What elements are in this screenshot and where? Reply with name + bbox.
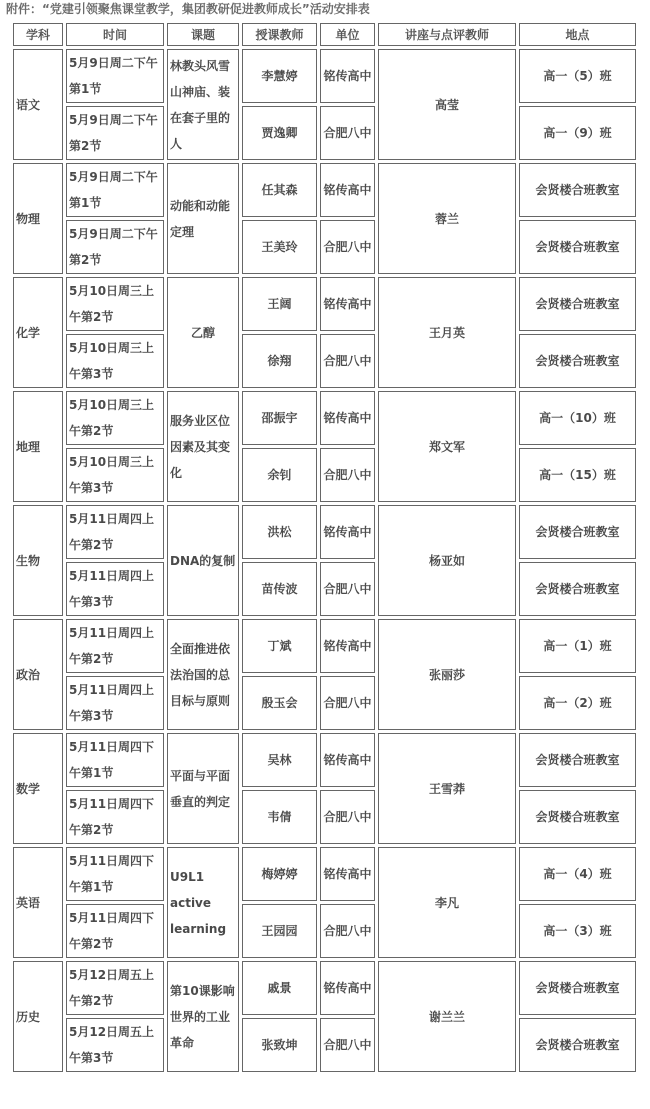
table-row [13, 847, 636, 901]
header-reviewer: 讲座与点评教师 [378, 23, 516, 46]
time-cell: 5月9日周二下午第1节 [66, 49, 164, 103]
time-cell: 5月11日周四下午第2节 [66, 790, 164, 844]
table-row [13, 334, 636, 388]
teacher-cell: 李慧婷 [242, 49, 317, 103]
header-row [13, 23, 636, 46]
location-cell: 高一（1）班 [519, 619, 636, 673]
table-row [13, 220, 636, 274]
unit-cell: 合肥八中 [320, 562, 375, 616]
topic-cell: U9L1 active learning [167, 847, 239, 958]
document-caption: 附件：“党建引领聚焦课堂教学，集团教研促进教师成长”活动安排表 [6, 2, 370, 16]
teacher-cell: 邵振宇 [242, 391, 317, 445]
teacher-cell: 贾逸卿 [242, 106, 317, 160]
time-cell: 5月11日周四上午第3节 [66, 676, 164, 730]
time-cell: 5月10日周三上午第3节 [66, 448, 164, 502]
table-row [13, 904, 636, 958]
subject-cell: 化学 [13, 277, 63, 388]
unit-cell: 合肥八中 [320, 676, 375, 730]
subject-cell: 语文 [13, 49, 63, 160]
table-row [13, 676, 636, 730]
topic-cell: 全面推进依法治国的总目标与原则 [167, 619, 239, 730]
table-row [13, 619, 636, 673]
header-location: 地点 [519, 23, 636, 46]
time-cell: 5月11日周四下午第2节 [66, 904, 164, 958]
location-cell: 会贤楼合班教室 [519, 277, 636, 331]
topic-cell: 乙醇 [167, 277, 239, 388]
teacher-cell: 丁斌 [242, 619, 317, 673]
location-cell: 会贤楼合班教室 [519, 334, 636, 388]
time-cell: 5月9日周二下午第2节 [66, 220, 164, 274]
teacher-cell: 梅婷婷 [242, 847, 317, 901]
schedule-body [13, 49, 636, 1072]
teacher-cell: 张致坤 [242, 1018, 317, 1072]
reviewer-cell: 张丽莎 [378, 619, 516, 730]
subject-cell: 地理 [13, 391, 63, 502]
time-cell: 5月11日周四上午第2节 [66, 505, 164, 559]
location-cell: 高一（10）班 [519, 391, 636, 445]
teacher-cell: 戚景 [242, 961, 317, 1015]
teacher-cell: 殷玉会 [242, 676, 317, 730]
unit-cell: 铭传高中 [320, 733, 375, 787]
table-row [13, 391, 636, 445]
subject-cell: 物理 [13, 163, 63, 274]
reviewer-cell: 王雪莽 [378, 733, 516, 844]
time-cell: 5月10日周三上午第3节 [66, 334, 164, 388]
table-row [13, 448, 636, 502]
schedule-table [10, 20, 639, 1075]
table-row [13, 106, 636, 160]
unit-cell: 合肥八中 [320, 448, 375, 502]
teacher-cell: 苗传波 [242, 562, 317, 616]
teacher-cell: 王美玲 [242, 220, 317, 274]
location-cell: 会贤楼合班教室 [519, 562, 636, 616]
teacher-cell: 洪松 [242, 505, 317, 559]
header-time: 时间 [66, 23, 164, 46]
teacher-cell: 吴林 [242, 733, 317, 787]
topic-cell: 第10课影响世界的工业革命 [167, 961, 239, 1072]
table-row [13, 505, 636, 559]
unit-cell: 铭传高中 [320, 505, 375, 559]
location-cell: 会贤楼合班教室 [519, 733, 636, 787]
reviewer-cell: 谢兰兰 [378, 961, 516, 1072]
location-cell: 高一（15）班 [519, 448, 636, 502]
location-cell: 高一（4）班 [519, 847, 636, 901]
teacher-cell: 王阔 [242, 277, 317, 331]
reviewer-cell: 王月英 [378, 277, 516, 388]
time-cell: 5月9日周二下午第2节 [66, 106, 164, 160]
table-row [13, 562, 636, 616]
subject-cell: 生物 [13, 505, 63, 616]
subject-cell: 政治 [13, 619, 63, 730]
subject-cell: 英语 [13, 847, 63, 958]
reviewer-cell: 蓉兰 [378, 163, 516, 274]
header-teacher: 授课教师 [242, 23, 317, 46]
location-cell: 会贤楼合班教室 [519, 1018, 636, 1072]
unit-cell: 合肥八中 [320, 1018, 375, 1072]
table-row [13, 733, 636, 787]
location-cell: 高一（2）班 [519, 676, 636, 730]
topic-cell: 服务业区位因素及其变化 [167, 391, 239, 502]
topic-cell: 平面与平面垂直的判定 [167, 733, 239, 844]
topic-cell: 林教头风雪山神庙、装在套子里的人 [167, 49, 239, 160]
unit-cell: 铭传高中 [320, 961, 375, 1015]
subject-cell: 历史 [13, 961, 63, 1072]
time-cell: 5月11日周四下午第1节 [66, 847, 164, 901]
time-cell: 5月11日周四下午第1节 [66, 733, 164, 787]
header-topic: 课题 [167, 23, 239, 46]
location-cell: 会贤楼合班教室 [519, 163, 636, 217]
header-unit: 单位 [320, 23, 375, 46]
table-row [13, 49, 636, 103]
unit-cell: 合肥八中 [320, 106, 375, 160]
header-subject: 学科 [13, 23, 63, 46]
reviewer-cell: 杨亚如 [378, 505, 516, 616]
subject-cell: 数学 [13, 733, 63, 844]
time-cell: 5月9日周二下午第1节 [66, 163, 164, 217]
location-cell: 会贤楼合班教室 [519, 790, 636, 844]
unit-cell: 合肥八中 [320, 220, 375, 274]
time-cell: 5月12日周五上午第2节 [66, 961, 164, 1015]
time-cell: 5月11日周四上午第3节 [66, 562, 164, 616]
time-cell: 5月12日周五上午第3节 [66, 1018, 164, 1072]
unit-cell: 铭传高中 [320, 391, 375, 445]
teacher-cell: 余钊 [242, 448, 317, 502]
unit-cell: 合肥八中 [320, 334, 375, 388]
time-cell: 5月10日周三上午第2节 [66, 391, 164, 445]
location-cell: 高一（3）班 [519, 904, 636, 958]
teacher-cell: 徐翔 [242, 334, 317, 388]
location-cell: 会贤楼合班教室 [519, 961, 636, 1015]
topic-cell: 动能和动能定理 [167, 163, 239, 274]
unit-cell: 合肥八中 [320, 790, 375, 844]
time-cell: 5月10日周三上午第2节 [66, 277, 164, 331]
teacher-cell: 任其森 [242, 163, 317, 217]
topic-cell: DNA的复制 [167, 505, 239, 616]
location-cell: 会贤楼合班教室 [519, 505, 636, 559]
unit-cell: 铭传高中 [320, 277, 375, 331]
reviewer-cell: 李凡 [378, 847, 516, 958]
table-row [13, 961, 636, 1015]
unit-cell: 铭传高中 [320, 619, 375, 673]
location-cell: 会贤楼合班教室 [519, 220, 636, 274]
location-cell: 高一（5）班 [519, 49, 636, 103]
unit-cell: 铭传高中 [320, 163, 375, 217]
table-row [13, 1018, 636, 1072]
reviewer-cell: 郑文军 [378, 391, 516, 502]
table-row [13, 163, 636, 217]
teacher-cell: 王园园 [242, 904, 317, 958]
unit-cell: 铭传高中 [320, 49, 375, 103]
unit-cell: 铭传高中 [320, 847, 375, 901]
unit-cell: 合肥八中 [320, 904, 375, 958]
reviewer-cell: 高莹 [378, 49, 516, 160]
table-row [13, 277, 636, 331]
time-cell: 5月11日周四上午第2节 [66, 619, 164, 673]
location-cell: 高一（9）班 [519, 106, 636, 160]
table-row [13, 790, 636, 844]
teacher-cell: 韦倩 [242, 790, 317, 844]
